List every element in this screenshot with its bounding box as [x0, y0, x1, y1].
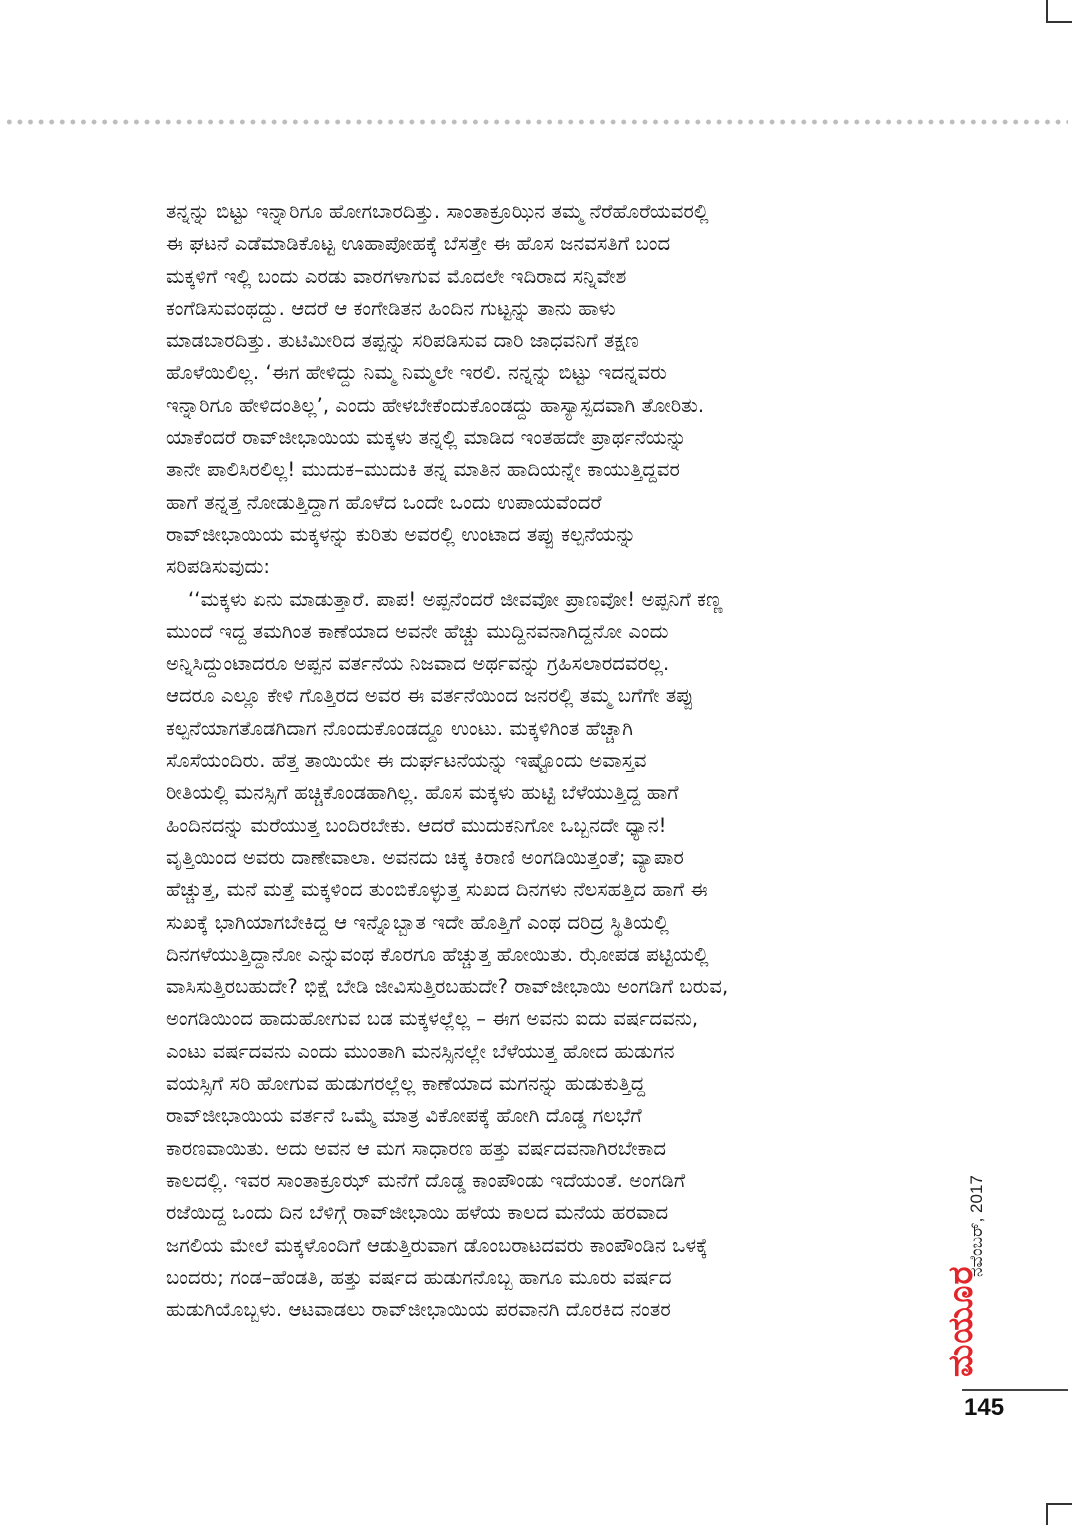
- text-line: ರಜೆಯಿದ್ದ ಒಂದು ದಿನ ಬೆಳಿಗ್ಗೆ ರಾವ್‌ಜೀಭಾಯಿ ಹಳೆಯ ಕಾಲದ ಮನೆಯ ಹರವಾದ: [166, 1201, 669, 1225]
- text-line: ಸುಖಕ್ಕೆ ಭಾಗಿಯಾಗಬೇಕಿದ್ದ ಆ ಇನ್ನೊಬ್ಬಾತ ಇದೇ ಹೊತ್ತಿಗೆ ಎಂಥ ದರಿದ್ರ ಸ್ಥಿತಿಯಲ್ಲಿ: [166, 910, 669, 934]
- text-line: ಹಿಂದಿನದನ್ನು ಮರೆಯುತ್ತ ಬಂದಿರಬೇಕು. ಆದರೆ ಮುದುಕನಿಗೋ ಒಬ್ಬನದೇ ಧ್ಯಾನ!: [166, 813, 667, 837]
- crop-mark-bottom-right-vertical: [1046, 1503, 1048, 1525]
- text-line: ಕಾರಣವಾಯಿತು. ಅದು ಅವನ ಆ ಮಗ ಸಾಧಾರಣ ಹತ್ತು ವರ್ಷದವನಾಗಿರಬೇಕಾದ: [166, 1136, 667, 1160]
- text-line: ಕಾಲದಲ್ಲಿ. ಇವರ ಸಾಂತಾಕ್ರೂಝ್ ಮನೆಗೆ ದೊಡ್ಡ ಕಾಂಪೌಂಡು ಇದೆಯಂತೆ. ಅಂಗಡಿಗೆ: [166, 1168, 686, 1192]
- folio-rule: [962, 1389, 1068, 1391]
- text-line: ತಾನೇ ಪಾಲಿಸಿರಲಿಲ್ಲ! ಮುದುಕ–ಮುದುಕಿ ತನ್ನ ಮಾತಿನ ಹಾದಿಯನ್ನೇ ಕಾಯುತ್ತಿದ್ದವರ: [166, 458, 680, 482]
- text-line: ತನ್ನನ್ನು ಬಿಟ್ಟು ಇನ್ನಾರಿಗೂ ಹೋಗಬಾರದಿತ್ತು. ಸಾಂತಾಕ್ರೂಝಿನ ತಮ್ಮ ನೆರೆಹೊರೆಯವರಲ್ಲಿ: [166, 200, 709, 223]
- text-line: ಹುಡುಗಿಯೊಬ್ಬಳು. ಆಟವಾಡಲು ರಾವ್‌ಜೀಭಾಯಿಯ ಪರವಾನಗಿ ದೊರಕಿದ ನಂತರ: [166, 1298, 671, 1322]
- crop-mark-bottom-right-horizontal: [1046, 1503, 1072, 1505]
- crop-mark-top-right-vertical: [1046, 0, 1048, 22]
- text-line: ಹೊಳೆಯಿಲಿಲ್ಲ. ‘ಈಗ ಹೇಳಿದ್ದು ನಿಮ್ಮ ನಿಮ್ಮಲೇ ಇರಲಿ. ನನ್ನನ್ನು ಬಿಟ್ಟು ಇದನ್ನವರು: [166, 361, 667, 385]
- text-line: ಜಗಲಿಯ ಮೇಲೆ ಮಕ್ಕಳೊಂದಿಗೆ ಆಡುತ್ತಿರುವಾಗ ಡೊಂಬರಾಟದವರು ಕಾಂಪೌಂಡಿನ ಒಳಕ್ಕೆ: [166, 1233, 708, 1257]
- text-line: ಸೊಸೆಯಂದಿರು. ಹೆತ್ತ ತಾಯಿಯೇ ಈ ದುರ್ಘಟನೆಯನ್ನು ಇಷ್ಟೊಂದು ಅವಾಸ್ತವ: [166, 749, 647, 773]
- text-line: ದಿನಗಳೆಯುತ್ತಿದ್ದಾನೋ ಎನ್ನುವಂಥ ಕೊರಗೂ ಹೆಚ್ಚುತ್ತ ಹೋಯಿತು. ಝೋಪಡ ಪಟ್ಟಿಯಲ್ಲಿ: [166, 942, 709, 966]
- article-body: [166, 196, 922, 1326]
- text-line: ರಾವ್‌ಜೀಭಾಯಿಯ ವರ್ತನೆ ಒಮ್ಮೆ ಮಾತ್ರ ವಿಕೋಪಕ್ಕೆ ಹೋಗಿ ದೊಡ್ಡ ಗಲಭೆಗೆ: [166, 1104, 642, 1128]
- magazine-logo: ಮಯೂರ: [941, 1265, 981, 1377]
- text-line: ಈ ಘಟನೆ ಎಡೆಮಾಡಿಕೊಟ್ಟ ಊಹಾಪೋಹಕ್ಕೆ ಬೆಸತ್ತೇ ಈ ಹೊಸ ಜನವಸತಿಗೆ ಬಂದ: [166, 232, 671, 256]
- text-line: ಅನ್ನಿಸಿದ್ದುಂಟಾದರೂ ಅಪ್ಪನ ವರ್ತನೆಯ ನಿಜವಾದ ಅರ್ಥವನ್ನು ಗ್ರಹಿಸಲಾರದವರಲ್ಲ.: [166, 652, 670, 676]
- text-line: ವಯಸ್ಸಿಗೆ ಸರಿ ಹೋಗುವ ಹುಡುಗರಲ್ಲೆಲ್ಲ ಕಾಣೆಯಾದ ಮಗನನ್ನು ಹುಡುಕುತ್ತಿದ್ದ: [166, 1072, 646, 1096]
- text-line: ರೀತಿಯಲ್ಲಿ ಮನಸ್ಸಿಗೆ ಹಚ್ಚಿಕೊಂಡಹಾಗಿಲ್ಲ. ಹೊಸ ಮಕ್ಕಳು ಹುಟ್ಟಿ ಬೆಳೆಯುತ್ತಿದ್ದ ಹಾಗೆ: [166, 781, 679, 805]
- text-line: ಮುಂದೆ ಇದ್ದ ತಮಗಿಂತ ಕಾಣೆಯಾದ ಅವನೇ ಹೆಚ್ಚು ಮುದ್ದಿನವನಾಗಿದ್ದನೋ ಎಂದು: [166, 619, 669, 643]
- text-line: ಯಾಕೆಂದರೆ ರಾವ್‌ಜೀಭಾಯಿಯ ಮಕ್ಕಳು ತನ್ನಲ್ಲಿ ಮಾಡಿದ ಇಂತಹದೇ ಪ್ರಾರ್ಥನೆಯನ್ನು: [166, 426, 687, 450]
- text-line: ಆದರೂ ಎಲ್ಲೂ ಕೇಳಿ ಗೊತ್ತಿರದ ಅವರ ಈ ವರ್ತನೆಯಿಂದ ಜನರಲ್ಲಿ ತಮ್ಮ ಬಗೆಗೇ ತಪ್ಪು: [166, 684, 694, 708]
- page-number: 145: [964, 1394, 1005, 1421]
- text-line: ಮಕ್ಕಳಿಗೆ ಇಲ್ಲಿ ಬಂದು ಎರಡು ವಾರಗಳಾಗುವ ಮೊದಲೇ ಇದಿರಾದ ಸನ್ನಿವೇಶ: [166, 264, 627, 288]
- text-line: ಹಾಗೆ ತನ್ನತ್ತ ನೋಡುತ್ತಿದ್ದಾಗ ಹೊಳೆದ ಒಂದೇ ಒಂದು ಉಪಾಯವೆಂದರೆ: [166, 490, 602, 514]
- text-line: ಸರಿಪಡಿಸುವುದು:: [166, 555, 271, 579]
- text-line: ವಾಸಿಸುತ್ತಿರಬಹುದೇ? ಭಿಕ್ಷೆ ಬೇಡಿ ಜೀವಿಸುತ್ತಿರಬಹುದೇ? ರಾವ್‌ಜೀಭಾಯಿ ಅಂಗಡಿಗೆ ಬರುವ,: [166, 975, 729, 999]
- issue-date: ನವೆಂಬರ್, 2017: [967, 1175, 986, 1277]
- text-line: ರಾವ್‌ಜೀಭಾಯಿಯ ಮಕ್ಕಳನ್ನು ಕುರಿತು ಅವರಲ್ಲಿ ಉಂಟಾದ ತಪ್ಪು ಕಲ್ಪನೆಯನ್ನು: [166, 522, 637, 546]
- text-line: ಮಾಡಬಾರದಿತ್ತು. ತುಟಿಮೀರಿದ ತಪ್ಪನ್ನು ಸರಿಪಡಿಸುವ ದಾರಿ ಜಾಧವನಿಗೆ ತಕ್ಷಣ: [166, 329, 639, 353]
- text-line: ಅಂಗಡಿಯಿಂದ ಹಾದುಹೋಗುವ ಬಡ ಮಕ್ಕಳಲ್ಲೆಲ್ಲ – ಈಗ ಅವನು ಐದು ವರ್ಷದವನು,: [166, 1007, 699, 1031]
- text-line: ‘‘ಮಕ್ಕಳು ಏನು ಮಾಡುತ್ತಾರೆ. ಪಾಪ! ಅಪ್ಪನೆಂದರೆ ಜೀವವೋ ಪ್ರಾಣವೋ! ಅಪ್ಪನಿಗೆ ಕಣ್ಣ: [188, 587, 723, 611]
- text-line: ಕಲ್ಪನೆಯಾಗತೊಡಗಿದಾಗ ನೊಂದುಕೊಂಡದ್ದೂ ಉಂಟು. ಮಕ್ಕಳಿಗಿಂತ ಹೆಚ್ಚಾಗಿ: [166, 716, 634, 740]
- text-line: ಹೆಚ್ಚುತ್ತ, ಮನೆ ಮತ್ತೆ ಮಕ್ಕಳಿಂದ ತುಂಬಿಕೊಳ್ಳುತ್ತ ಸುಖದ ದಿನಗಳು ನೆಲಸಹತ್ತಿದ ಹಾಗೆ ಈ: [166, 878, 708, 902]
- text-line: ಕಂಗೆಡಿಸುವಂಥದ್ದು. ಆದರೆ ಆ ಕಂಗೇಡಿತನ ಹಿಂದಿನ ಗುಟ್ಟನ್ನು ತಾನು ಹಾಳು: [166, 296, 616, 320]
- dotted-header-rule: [4, 118, 1068, 126]
- text-line: ವೃತ್ತಿಯಿಂದ ಅವರು ದಾಣೇವಾಲಾ. ಅವನದು ಚಿಕ್ಕ ಕಿರಾಣಿ ಅಂಗಡಿಯಿತ್ತಂತೆ; ವ್ಯಾಪಾರ: [166, 845, 684, 869]
- magazine-sidebar: [941, 1095, 995, 1380]
- text-line: ಇನ್ನಾರಿಗೂ ಹೇಳಿದಂತಿಲ್ಲ’, ಎಂದು ಹೇಳಬೇಕೆಂದುಕೊಂಡದ್ದು ಹಾಸ್ಯಾಸ್ಪದವಾಗಿ ತೋರಿತು.: [166, 393, 705, 417]
- text-line: ಬಂದರು; ಗಂಡ–ಹೆಂಡತಿ, ಹತ್ತು ವರ್ಷದ ಹುಡುಗನೊಬ್ಬ ಹಾಗೂ ಮೂರು ವರ್ಷದ: [166, 1265, 672, 1289]
- text-line: ಎಂಟು ವರ್ಷದವನು ಎಂದು ಮುಂತಾಗಿ ಮನಸ್ಸಿನಲ್ಲೇ ಬೆಳೆಯುತ್ತ ಹೋದ ಹುಡುಗನ: [166, 1039, 675, 1063]
- crop-mark-top-right-horizontal: [1046, 21, 1072, 23]
